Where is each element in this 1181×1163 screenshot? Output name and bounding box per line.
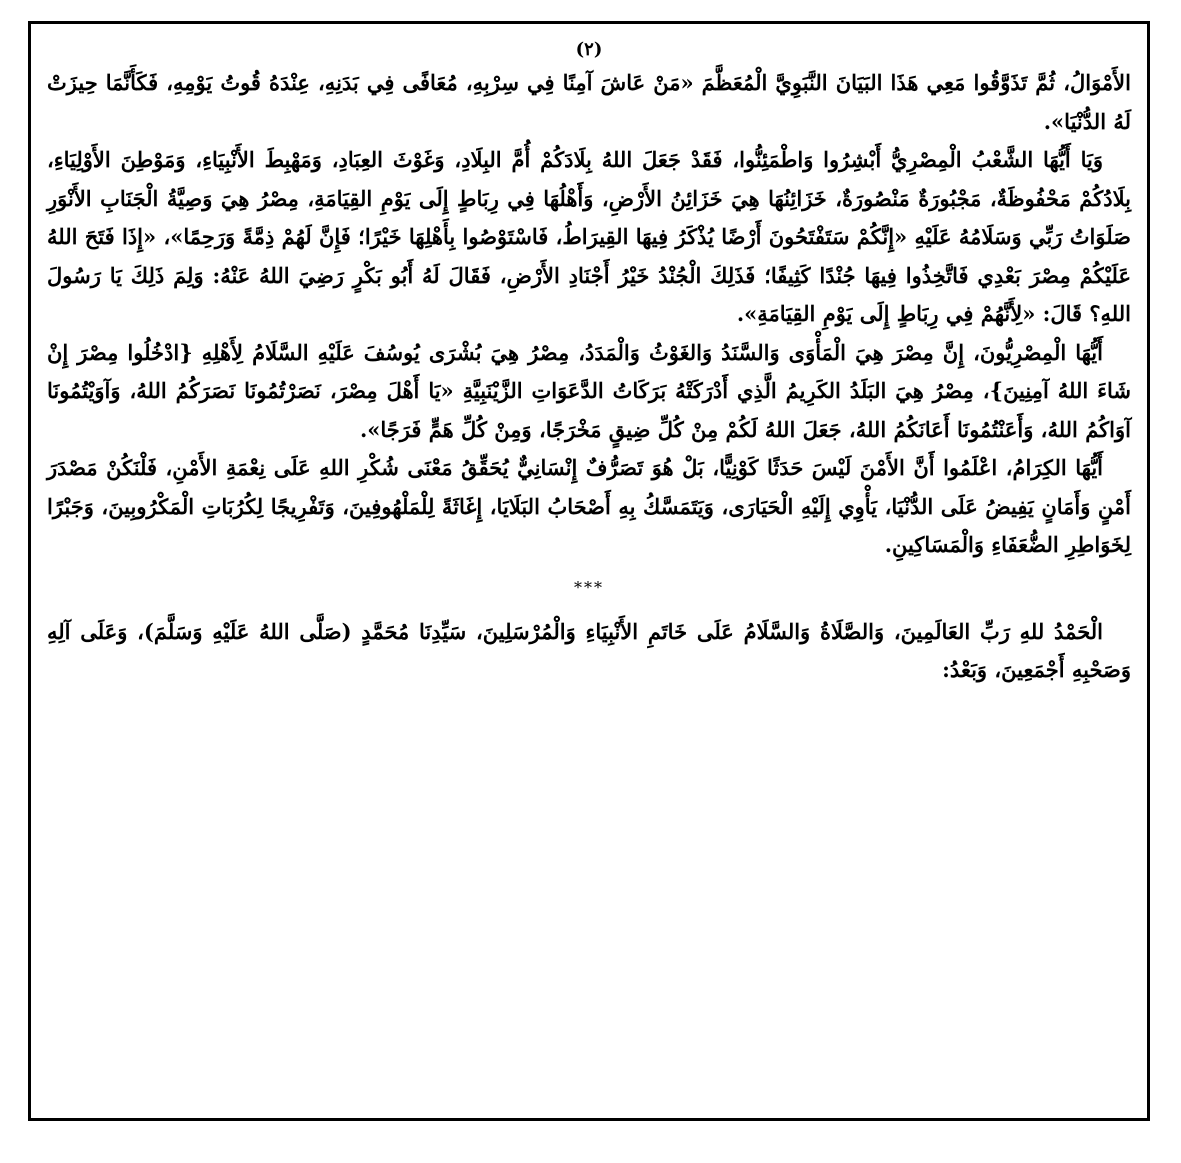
page-frame xyxy=(28,21,1150,1121)
section-separator: *** xyxy=(574,577,604,597)
paragraph-4: أَيُّهَا الكِرَامُ، اعْلَمُوا أَنَّ الأَمْنَ لَيْسَ حَدَثًا كَوْنِيًّا، بَلْ هُوَ تَصَرُّفٌ إِنْسَانِيٌّ يُحَقِّقُ مَعْنَى شُكْرِ اللهِ عَلَى نِعْمَةِ الأَمْنِ، فَلْنَكُنْ مَصْدَرَ أَمْنٍ وَأَمَانٍ يَفِيضُ عَلَى الدُّنْيَا، يَأْوِي إِلَيْهِ الْحَيَارَى، وَيَتَمَسَّكُ بِهِ أَصْحَابُ البَلَايَا، إِغَاثَةً لِلْمَلْهُوفِينَ، وَتَفْرِيجًا لِكُرُبَاتِ الْمَكْرُوبِينَ، وَجَبْرًا لِخَوَاطِرِ الضُّعَفَاءِ وَالْمَسَاكِينِ. xyxy=(47,455,1131,557)
paragraph-2: وَيَا أَيُّهَا الشَّعْبُ الْمِصْرِيُّ أَبْشِرُوا وَاطْمَئِنُّوا، فَقَدْ جَعَلَ اللهُ بِلَادَكُمْ أُمَّ البِلَادِ، وَغَوْثَ العِبَادِ، وَمَهْبِطَ الأَنْبِيَاءِ، وَمَوْطِنَ الأَوْلِيَاءِ، بِلَادُكُمْ مَحْفُوظَةٌ، مَجْبُورَةٌ مَنْصُورَةٌ، خَزَائِنُهَا هِيَ خَزَائِنُ الأَرْضِ، وَأَهْلُهَا فِي رِبَاطٍ إِلَى يَوْمِ القِيَامَةِ، مِصْرُ هِيَ وَصِيَّةُ الْجَنَابِ الأَنْوَرِ صَلَوَاتُ رَبِّي وَسَلَامُهُ عَلَيْهِ «إِنَّكُمْ سَتَفْتَحُونَ أَرْضًا يُذْكَرُ فِيهَا القِيرَاطُ، فَاسْتَوْصُوا بِأَهْلِهَا خَيْرًا؛ فَإِنَّ لَهُمْ ذِمَّةً وَرَحِمًا»، «إِذَا فَتَحَ اللهُ عَلَيْكُمْ مِصْرَ بَعْدِي فَاتَّخِذُوا فِيهَا جُنْدًا كَثِيفًا؛ فَذَلِكَ الْجُنْدُ خَيْرُ أَجْنَادِ الأَرْضِ، فَقَالَ لَهُ أَبُو بَكْرٍ رَضِيَ اللهُ عَنْهُ: وَلِمَ ذَلِكَ يَا رَسُولَ اللهِ؟ قَالَ: «لِأَنَّهُمْ فِي رِبَاطٍ إِلَى يَوْمِ القِيَامَةِ». xyxy=(46,147,1131,326)
paragraph-3: أَيُّهَا الْمِصْرِيُّونَ، إِنَّ مِصْرَ هِيَ الْمَأْوَى وَالسَّنَدُ وَالغَوْثُ وَالْمَدَدُ، مِصْرُ هِيَ بُشْرَى يُوسُفَ عَلَيْهِ السَّلَامُ لِأَهْلِهِ {ادْخُلُوا مِصْرَ إِنْ شَاءَ اللهُ آمِنِينَ}، مِصْرُ هِيَ البَلَدُ الكَرِيمُ الَّذِي أَدْرَكَتْهُ بَرَكَاتُ الدَّعَوَاتِ الزَّيْنَبِيَّةِ «يَا أَهْلَ مِصْرَ، نَصَرْتُمُونَا نَصَرَكُمُ اللهُ، وَآوَيْتُمُونَا آوَاكُمُ اللهُ، وَأَعَنْتُمُونَا أَعَانَكُمُ اللهُ، جَعَلَ اللهُ لَكُمْ مِنْ كُلِّ ضِيقٍ مَخْرَجًا، وَمِنْ كُلِّ هَمٍّ فَرَجًا». xyxy=(47,339,1131,442)
page-number: (٢) xyxy=(575,39,603,60)
page-content xyxy=(47,38,1131,690)
closing-paragraph: الْحَمْدُ للهِ رَبِّ العَالَمِينَ، وَالصَّلَاةُ وَالسَّلَامُ عَلَى خَاتَمِ الأَنْبِيَاءِ وَالْمُرْسَلِينَ، سَيِّدِنَا مُحَمَّدٍ (صَلَّى اللهُ عَلَيْهِ وَسَلَّمَ)، وَعَلَى آلِهِ وَصَحْبِهِ أَجْمَعِينَ، وَبَعْدُ: xyxy=(47,618,1131,682)
paragraph-1: الأَمْوَالُ، ثُمَّ تَذَوَّقُوا مَعِي هَذَا البَيَانَ النَّبَوِيَّ الْمُعَظَّمَ «مَنْ عَاشَ آمِنًا فِي سِرْبِهِ، مُعَافًى فِي بَدَنِهِ، عِنْدَهُ قُوتُ يَوْمِهِ، فَكَأَنَّمَا حِيزَتْ لَهُ الدُّنْيَا». xyxy=(47,70,1131,134)
